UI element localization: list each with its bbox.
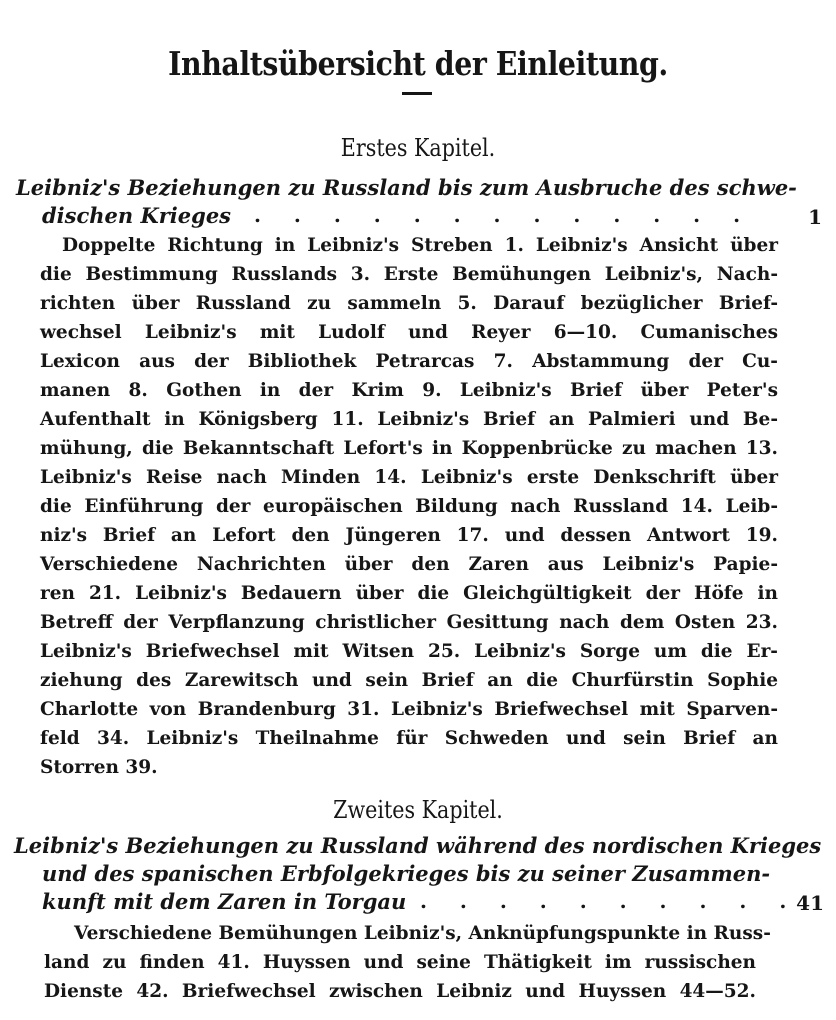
chapter-1-summary-line-8: mühung, die Bekanntschaft Lefort's in Koppenbrücke zu machen 13. [40, 438, 778, 459]
chapter-2-toc-line-1: Leibniz's Beziehungen zu Russland während des nordischen Krieges [14, 833, 822, 858]
chapter-2-toc-line-3: kunft mit dem Zaren in Torgau [42, 889, 407, 914]
title-separator-rule [402, 92, 432, 95]
chapter-1-summary-line-18: feld 34. Leibniz's Theilnahme für Schweden und sein Brief an [40, 728, 778, 749]
chapter-2-summary-line-3: Dienste 42. Briefwechsel zwischen Leibniz und Huyssen 44—52. [44, 981, 756, 1002]
chapter-1-summary-line-2: die Bestimmung Russlands 3. Erste Bemühungen Leibniz's, Nach- [40, 264, 778, 285]
chapter-1-leader-dots: . . . . . . . . . . . . . [254, 203, 754, 227]
chapter-1-summary-line-4: wechsel Leibniz's mit Ludolf und Reyer 6—10. Cumanisches [40, 322, 778, 343]
chapter-1-summary-line-9: Leibniz's Reise nach Minden 14. Leibniz's erste Denkschrift über [40, 467, 778, 488]
chapter-1-summary-line-6: manen 8. Gothen in der Krim 9. Leibniz's Brief über Peter's [40, 380, 778, 401]
chapter-2-leader-dots: . . . . . . . . . . [420, 889, 800, 913]
chapter-1-summary-line-1: Doppelte Richtung in Leibniz's Streben 1. Leibniz's Ansicht über [62, 235, 778, 256]
chapter-1-page-number: 1 [808, 205, 822, 229]
chapter-1-summary-line-15: Leibniz's Briefwechsel mit Witsen 25. Leibniz's Sorge um die Er- [40, 641, 778, 662]
chapter-1-summary-line-11: niz's Brief an Lefort den Jüngeren 17. und dessen Antwort 19. [40, 525, 778, 546]
chapter-2-page-number: 41 [796, 891, 824, 915]
chapter-1-summary-line-14: Betreff der Verpflanzung christlicher Gesittung nach dem Osten 23. [40, 612, 778, 633]
chapter-1-toc-line-2: dischen Krieges [42, 203, 231, 228]
chapter-1-summary-line-3: richten über Russland zu sammeln 5. Darauf bezüglicher Brief- [40, 293, 778, 314]
chapter-1-summary-line-7: Aufenthalt in Königsberg 11. Leibniz's Brief an Palmieri und Be- [40, 409, 778, 430]
chapter-1-toc-line-1: Leibniz's Beziehungen zu Russland bis zum Ausbruche des schwe- [16, 175, 797, 200]
chapter-1-summary-line-12: Verschiedene Nachrichten über den Zaren aus Leibniz's Papie- [40, 554, 778, 575]
chapter-2-heading: Zweites Kapitel. [333, 796, 503, 824]
chapter-1-summary-line-5: Lexicon aus der Bibliothek Petrarcas 7. Abstammung der Cu- [40, 351, 778, 372]
chapter-1-summary-line-17: Charlotte von Brandenburg 31. Leibniz's Briefwechsel mit Sparven- [40, 699, 778, 720]
chapter-2-toc-line-2: und des spanischen Erbfolgekrieges bis zu seiner Zusammen- [42, 861, 771, 886]
page-title: Inhaltsübersicht der Einleitung. [168, 44, 668, 84]
chapter-1-summary-line-10: die Einführung der europäischen Bildung nach Russland 14. Leib- [40, 496, 778, 517]
chapter-1-summary-line-19: Storren 39. [40, 757, 158, 778]
chapter-1-heading: Erstes Kapitel. [340, 134, 496, 162]
chapter-2-summary-line-1: Verschiedene Bemühungen Leibniz's, Anknüpfungspunkte in Russ- [74, 923, 771, 944]
chapter-1-summary-line-16: ziehung des Zarewitsch und sein Brief an die Churfürstin Sophie [40, 670, 778, 691]
chapter-1-summary-line-13: ren 21. Leibniz's Bedauern über die Gleichgültigkeit der Höfe in [40, 583, 778, 604]
chapter-2-summary-line-2: land zu finden 41. Huyssen und seine Thätigkeit im russischen [44, 952, 756, 973]
